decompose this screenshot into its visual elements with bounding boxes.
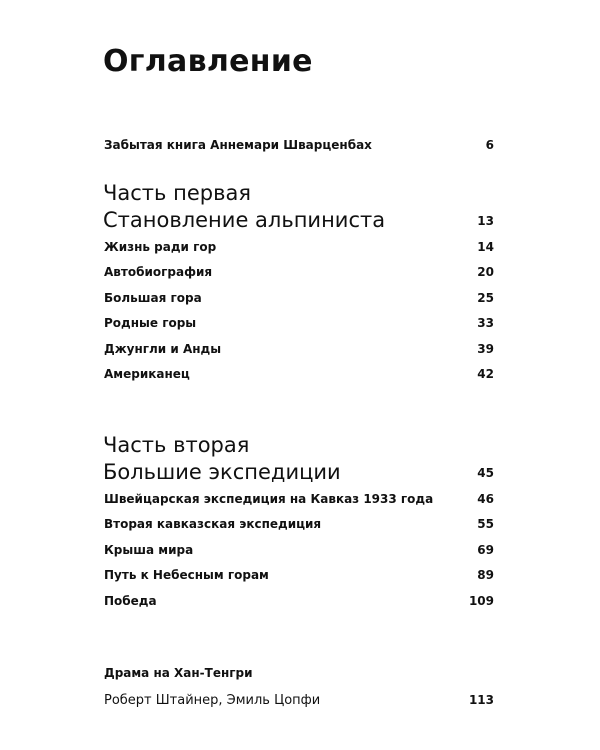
toc-entry-page: 109 xyxy=(468,594,494,608)
toc-entry-page: 46 xyxy=(477,492,494,506)
part-one-title: Становление альпиниста xyxy=(103,208,386,232)
part-two-number: Часть вторая xyxy=(103,433,250,457)
appendix-title-row[interactable] xyxy=(104,666,494,684)
toc-entry-intro[interactable] xyxy=(104,138,494,156)
part-two-page: 45 xyxy=(477,466,494,480)
appendix-authors-row[interactable] xyxy=(104,693,494,711)
part-one-number: Часть первая xyxy=(103,181,251,205)
toc-entry-page: 14 xyxy=(477,240,494,254)
toc-entry-page: 69 xyxy=(477,543,494,557)
toc-entry-page: 25 xyxy=(477,291,494,305)
toc-entry-page: 89 xyxy=(477,568,494,582)
part-two-page-row[interactable] xyxy=(104,466,494,484)
toc-entry-label: Жизнь ради гор xyxy=(104,240,217,254)
toc-entry[interactable] xyxy=(104,316,494,334)
toc-entry-page: 42 xyxy=(477,367,494,381)
toc-entry-label: Победа xyxy=(104,594,157,608)
toc-entry[interactable] xyxy=(104,265,494,283)
toc-entry[interactable] xyxy=(104,517,494,535)
toc-entry-label: Швейцарская экспедиция на Кавказ 1933 года xyxy=(104,492,434,506)
toc-entry[interactable] xyxy=(104,568,494,586)
toc-entry[interactable] xyxy=(104,594,494,612)
toc-entry[interactable] xyxy=(104,367,494,385)
toc-entry[interactable] xyxy=(104,492,494,510)
toc-entry-label: Джунгли и Анды xyxy=(104,342,222,356)
toc-entry-page: 20 xyxy=(477,265,494,279)
toc-entry[interactable] xyxy=(104,240,494,258)
toc-entry-page: 55 xyxy=(477,517,494,531)
part-one-page-row[interactable] xyxy=(104,214,494,232)
toc-entry-page: 39 xyxy=(477,342,494,356)
toc-entry[interactable] xyxy=(104,543,494,561)
toc-entry-page: 6 xyxy=(485,138,494,152)
toc-entry-label: Путь к Небесным горам xyxy=(104,568,269,582)
toc-entry[interactable] xyxy=(104,342,494,360)
toc-entry-label: Забытая книга Аннемари Шварценбах xyxy=(104,138,372,152)
appendix-authors: Роберт Штайнер, Эмиль Цопфи xyxy=(104,693,321,708)
appendix-page: 113 xyxy=(468,693,494,707)
toc-entry-label: Американец xyxy=(104,367,190,381)
part-two-title: Большие экспедиции xyxy=(103,460,341,484)
toc-entry-label: Крыша мира xyxy=(104,543,194,557)
toc-entry-label: Вторая кавказская экспедиция xyxy=(104,517,322,531)
toc-entry-label: Родные горы xyxy=(104,316,197,330)
part-one-page: 13 xyxy=(477,214,494,228)
toc-entry-label: Большая гора xyxy=(104,291,202,305)
page-title: Оглавление xyxy=(103,44,313,79)
toc-entry-label: Автобиография xyxy=(104,265,213,279)
appendix-title: Драма на Хан-Тенгри xyxy=(104,666,253,680)
toc-entry[interactable] xyxy=(104,291,494,309)
toc-entry-page: 33 xyxy=(477,316,494,330)
